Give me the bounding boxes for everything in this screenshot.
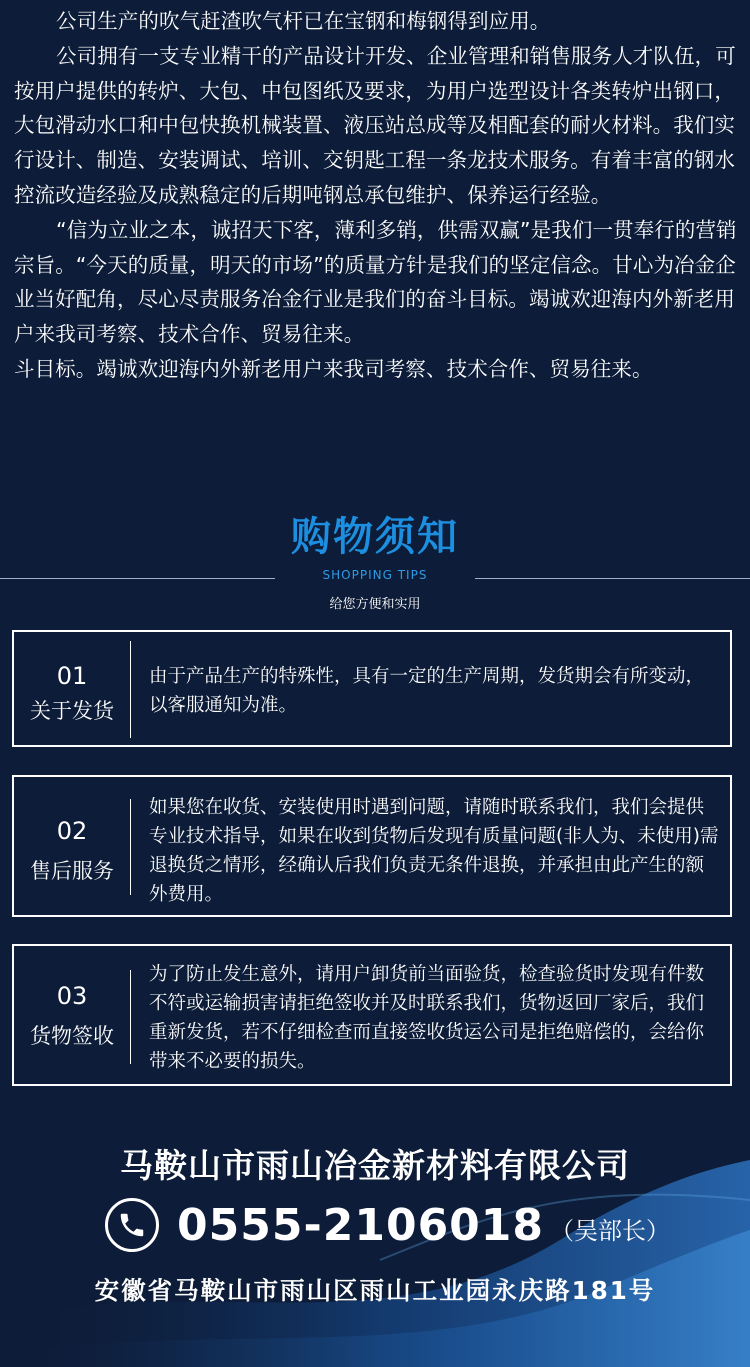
phone-contact-person: （吴部长） <box>550 1216 671 1245</box>
company-intro <box>14 4 738 387</box>
shopping-tips-subtitle: 给您方便和实用 <box>329 597 421 612</box>
tip-number: 02 <box>56 817 88 845</box>
tip-label: 货物签收 <box>30 1024 114 1048</box>
tip-number: 03 <box>56 982 88 1010</box>
shopping-tips-subtitle-en: SHOPPING TIPS <box>322 568 428 582</box>
tip-description: 为了防止发生意外，请用户卸货前当面验货，检查验货时发现有件数不符或运输损害请拒绝签收并及时联系我们，货物返回厂家后，我们重新发货，若不仔细检查而直接签收货运公司是拒绝赔偿的，会给你带来不必要的损失。 <box>149 964 705 1072</box>
phone-number: 0555-2106018 <box>177 1199 545 1251</box>
tip-card-receipt <box>12 944 732 1086</box>
company-address: 安徽省马鞍山市雨山区雨山工业园永庆路181号 <box>94 1276 656 1305</box>
intro-paragraph: 公司生产的吹气赶渣吹气杆已在宝钢和梅钢得到应用。 <box>56 9 551 33</box>
divider <box>130 641 131 738</box>
intro-paragraph: 公司拥有一支专业精干的产品设计开发、企业管理和销售服务人才队伍，可按用户提供的转炉、大包、中包图纸及要求，为用户选型设计各类转炉出钢口，大包滑动水口和中包快换机械装置、液压站总成等及相配套的耐火材料。我们实行设计、制造、安装调试、培训、交钥匙工程一条龙技术服务。有着丰富的钢水控流改造经验及成熟稳定的后期吨钢总承包维护、保养运行经验。 <box>14 43 736 207</box>
divider <box>130 970 131 1064</box>
divider <box>130 799 131 895</box>
tip-label: 售后服务 <box>30 859 114 883</box>
shopping-tips-title: 购物须知 <box>291 514 459 560</box>
tip-card-after-sales <box>12 775 732 917</box>
company-name: 马鞍山市雨山冶金新材料有限公司 <box>120 1146 630 1185</box>
tip-description: 由于产品生产的特殊性，具有一定的生产周期，发货期会有所变动，以客服通知为准。 <box>149 666 705 716</box>
phone-icon <box>105 1198 159 1252</box>
tip-description: 如果您在收货、安装使用时遇到问题，请随时联系我们，我们会提供专业技术指导，如果在收到货物后发现有质量问题(非人为、未使用)需退换货之情形，经确认后我们负责无条件退换，并承担由此产生的额外费用。 <box>149 797 719 905</box>
tip-card-shipping <box>12 630 732 747</box>
tip-number: 01 <box>56 662 88 690</box>
tip-label: 关于发货 <box>30 699 114 723</box>
phone-contact <box>105 1195 670 1255</box>
intro-paragraph: “信为立业之本，诚招天下客，薄利多销，供需双赢”是我们一贯奉行的营销宗旨。“今天的质量，明天的市场”的质量方针是我们的坚定信念。甘心为冶金企业当好配角，尽心尽责服务冶金行业是我们的奋斗目标。竭诚欢迎海内外新老用户来我司考察、技术合作、贸易往来。 <box>14 217 737 347</box>
intro-paragraph: 斗目标。竭诚欢迎海内外新老用户来我司考察、技术合作、贸易往来。 <box>14 356 653 381</box>
